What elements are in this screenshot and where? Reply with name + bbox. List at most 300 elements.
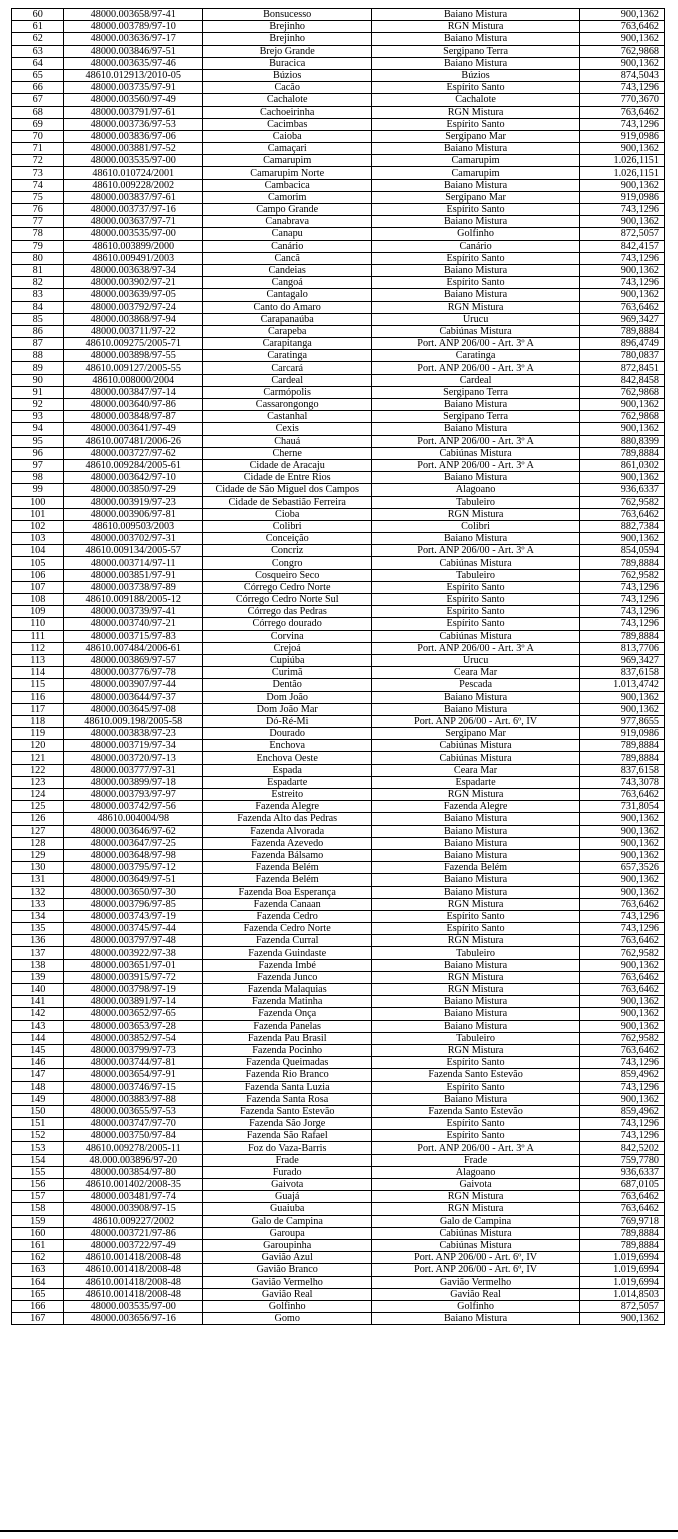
table-row bbox=[12, 715, 665, 727]
process-number-cell: 48610.009278/2005-11 bbox=[64, 1142, 203, 1154]
reference-crude-cell: Baiano Mistura bbox=[372, 399, 579, 411]
price-value-cell: 900,1362 bbox=[579, 289, 664, 301]
table-row bbox=[12, 984, 665, 996]
table-row bbox=[12, 996, 665, 1008]
row-number-cell: 63 bbox=[12, 45, 64, 57]
table-row bbox=[12, 118, 665, 130]
process-number-cell: 48000.003743/97-19 bbox=[64, 910, 203, 922]
field-name-cell: Frade bbox=[203, 1154, 372, 1166]
reference-crude-cell: Espírito Santo bbox=[372, 606, 579, 618]
table-row bbox=[12, 789, 665, 801]
reference-crude-cell: Gavião Vermelho bbox=[372, 1276, 579, 1288]
price-value-cell: 743,1296 bbox=[579, 277, 664, 289]
price-value-cell: 769,9718 bbox=[579, 1215, 664, 1227]
table-row bbox=[12, 204, 665, 216]
field-name-cell: Gavião Real bbox=[203, 1288, 372, 1300]
table-row bbox=[12, 801, 665, 813]
reference-crude-cell: Cabiúnas Mistura bbox=[372, 1239, 579, 1251]
price-value-cell: 882,7384 bbox=[579, 520, 664, 532]
field-name-cell: Fazenda Malaquias bbox=[203, 984, 372, 996]
process-number-cell: 48000.003915/97-72 bbox=[64, 971, 203, 983]
field-name-cell: Búzios bbox=[203, 69, 372, 81]
table-row bbox=[12, 362, 665, 374]
reference-crude-cell: Tabuleiro bbox=[372, 1032, 579, 1044]
table-row bbox=[12, 496, 665, 508]
field-name-cell: Canabrava bbox=[203, 216, 372, 228]
reference-crude-cell: Espírito Santo bbox=[372, 1130, 579, 1142]
price-value-cell: 762,9868 bbox=[579, 386, 664, 398]
row-number-cell: 68 bbox=[12, 106, 64, 118]
process-number-cell: 48610.001418/2008-48 bbox=[64, 1252, 203, 1264]
reference-crude-cell: Cabiúnas Mistura bbox=[372, 1227, 579, 1239]
table-row bbox=[12, 691, 665, 703]
row-number-cell: 107 bbox=[12, 581, 64, 593]
row-number-cell: 116 bbox=[12, 691, 64, 703]
reference-crude-cell: Gavião Real bbox=[372, 1288, 579, 1300]
reference-crude-cell: RGN Mistura bbox=[372, 106, 579, 118]
table-row bbox=[12, 399, 665, 411]
field-name-cell: Carapeba bbox=[203, 325, 372, 337]
row-number-cell: 61 bbox=[12, 21, 64, 33]
row-number-cell: 102 bbox=[12, 520, 64, 532]
row-number-cell: 86 bbox=[12, 325, 64, 337]
row-number-cell: 134 bbox=[12, 910, 64, 922]
price-value-cell: 763,6462 bbox=[579, 935, 664, 947]
row-number-cell: 162 bbox=[12, 1252, 64, 1264]
row-number-cell: 146 bbox=[12, 1057, 64, 1069]
price-value-cell: 900,1362 bbox=[579, 996, 664, 1008]
process-number-cell: 48610.009.198/2005-58 bbox=[64, 715, 203, 727]
field-name-cell: Bonsucesso bbox=[203, 9, 372, 21]
price-value-cell: 919,0986 bbox=[579, 130, 664, 142]
table-row bbox=[12, 1142, 665, 1154]
price-value-cell: 900,1362 bbox=[579, 216, 664, 228]
reference-crude-cell: Baiano Mistura bbox=[372, 264, 579, 276]
row-number-cell: 164 bbox=[12, 1276, 64, 1288]
reference-crude-cell: Baiano Mistura bbox=[372, 849, 579, 861]
table-row bbox=[12, 374, 665, 386]
reference-crude-cell: Golfinho bbox=[372, 228, 579, 240]
reference-crude-cell: RGN Mistura bbox=[372, 935, 579, 947]
field-name-cell: Brejo Grande bbox=[203, 45, 372, 57]
reference-crude-cell: Pescada bbox=[372, 679, 579, 691]
process-number-cell: 48610.009275/2005-71 bbox=[64, 338, 203, 350]
field-name-cell: Cacão bbox=[203, 82, 372, 94]
row-number-cell: 144 bbox=[12, 1032, 64, 1044]
row-number-cell: 98 bbox=[12, 472, 64, 484]
reference-crude-cell: Ceara Mar bbox=[372, 764, 579, 776]
field-name-cell: Garoupinha bbox=[203, 1239, 372, 1251]
reference-crude-cell: Colibri bbox=[372, 520, 579, 532]
process-number-cell: 48000.003776/97-78 bbox=[64, 667, 203, 679]
row-number-cell: 105 bbox=[12, 557, 64, 569]
field-name-cell: Fazenda Azevedo bbox=[203, 837, 372, 849]
field-name-cell: Fazenda Alto das Pedras bbox=[203, 813, 372, 825]
process-number-cell: 48000.003747/97-70 bbox=[64, 1118, 203, 1130]
field-name-cell: Fazenda Cedro Norte bbox=[203, 923, 372, 935]
field-name-cell: Fazenda Guindaste bbox=[203, 947, 372, 959]
table-row bbox=[12, 935, 665, 947]
price-value-cell: 842,8458 bbox=[579, 374, 664, 386]
process-number-cell: 48000.003798/97-19 bbox=[64, 984, 203, 996]
row-number-cell: 103 bbox=[12, 533, 64, 545]
row-number-cell: 77 bbox=[12, 216, 64, 228]
field-name-cell: Cassarongongo bbox=[203, 399, 372, 411]
price-value-cell: 900,1362 bbox=[579, 959, 664, 971]
row-number-cell: 81 bbox=[12, 264, 64, 276]
price-value-cell: 780,0837 bbox=[579, 350, 664, 362]
row-number-cell: 129 bbox=[12, 849, 64, 861]
reference-crude-cell: Ceara Mar bbox=[372, 667, 579, 679]
table-row bbox=[12, 57, 665, 69]
field-name-cell: Brejinho bbox=[203, 21, 372, 33]
row-number-cell: 83 bbox=[12, 289, 64, 301]
price-value-cell: 657,3526 bbox=[579, 862, 664, 874]
field-name-cell: Estreito bbox=[203, 789, 372, 801]
table-row bbox=[12, 923, 665, 935]
table-row bbox=[12, 667, 665, 679]
table-row bbox=[12, 874, 665, 886]
field-name-cell: Camarupim bbox=[203, 155, 372, 167]
field-name-cell: Cambacica bbox=[203, 179, 372, 191]
reference-crude-cell: RGN Mistura bbox=[372, 789, 579, 801]
process-number-cell: 48000.003722/97-49 bbox=[64, 1239, 203, 1251]
table-row bbox=[12, 886, 665, 898]
reference-crude-cell: Baiano Mistura bbox=[372, 886, 579, 898]
process-number-cell: 48000.003641/97-49 bbox=[64, 423, 203, 435]
field-name-cell: Fazenda Bálsamo bbox=[203, 849, 372, 861]
process-number-cell: 48000.003852/97-54 bbox=[64, 1032, 203, 1044]
reference-crude-cell: Baiano Mistura bbox=[372, 472, 579, 484]
row-number-cell: 93 bbox=[12, 411, 64, 423]
process-number-cell: 48610.007481/2006-26 bbox=[64, 435, 203, 447]
reference-crude-cell: Sergipano Mar bbox=[372, 130, 579, 142]
field-name-cell: Fazenda Boa Esperança bbox=[203, 886, 372, 898]
process-number-cell: 48000.003907/97-44 bbox=[64, 679, 203, 691]
process-number-cell: 48000.003535/97-00 bbox=[64, 1300, 203, 1312]
row-number-cell: 91 bbox=[12, 386, 64, 398]
table-row bbox=[12, 947, 665, 959]
price-value-cell: 872,5057 bbox=[579, 1300, 664, 1312]
reference-crude-cell: Espírito Santo bbox=[372, 923, 579, 935]
row-number-cell: 67 bbox=[12, 94, 64, 106]
process-number-cell: 48000.003644/97-37 bbox=[64, 691, 203, 703]
field-name-cell: Buracica bbox=[203, 57, 372, 69]
price-value-cell: 900,1362 bbox=[579, 874, 664, 886]
reference-crude-cell: Espírito Santo bbox=[372, 277, 579, 289]
table-row bbox=[12, 240, 665, 252]
reference-crude-cell: Cabiúnas Mistura bbox=[372, 630, 579, 642]
row-number-cell: 65 bbox=[12, 69, 64, 81]
reference-crude-cell: Espírito Santo bbox=[372, 118, 579, 130]
table-row bbox=[12, 642, 665, 654]
price-value-cell: 763,6462 bbox=[579, 898, 664, 910]
table-row bbox=[12, 1179, 665, 1191]
reference-crude-cell: RGN Mistura bbox=[372, 971, 579, 983]
reference-crude-cell: Cachalote bbox=[372, 94, 579, 106]
field-name-cell: Fazenda Rio Branco bbox=[203, 1069, 372, 1081]
process-number-cell: 48610.001418/2008-48 bbox=[64, 1288, 203, 1300]
table-row bbox=[12, 289, 665, 301]
price-value-cell: 1.014,8503 bbox=[579, 1288, 664, 1300]
reference-crude-cell: Baiano Mistura bbox=[372, 1008, 579, 1020]
price-value-cell: 859,4962 bbox=[579, 1105, 664, 1117]
reference-crude-cell: Sergipano Terra bbox=[372, 411, 579, 423]
field-name-cell: Colibri bbox=[203, 520, 372, 532]
process-number-cell: 48000.003797/97-48 bbox=[64, 935, 203, 947]
price-value-cell: 731,8054 bbox=[579, 801, 664, 813]
price-value-cell: 842,5202 bbox=[579, 1142, 664, 1154]
field-name-cell: Fazenda Junco bbox=[203, 971, 372, 983]
process-number-cell: 48000.003653/97-28 bbox=[64, 1020, 203, 1032]
price-value-cell: 743,1296 bbox=[579, 252, 664, 264]
price-value-cell: 762,9582 bbox=[579, 569, 664, 581]
reference-crude-cell: Baiano Mistura bbox=[372, 57, 579, 69]
process-number-cell: 48000.003702/97-31 bbox=[64, 533, 203, 545]
reference-crude-cell: Sergipano Mar bbox=[372, 191, 579, 203]
process-number-cell: 48000.003847/97-14 bbox=[64, 386, 203, 398]
row-number-cell: 66 bbox=[12, 82, 64, 94]
price-value-cell: 763,6462 bbox=[579, 789, 664, 801]
process-number-cell: 48000.003850/97-29 bbox=[64, 484, 203, 496]
process-number-cell: 48610.001402/2008-35 bbox=[64, 1179, 203, 1191]
price-value-cell: 854,0594 bbox=[579, 545, 664, 557]
price-value-cell: 1.019,6994 bbox=[579, 1252, 664, 1264]
price-value-cell: 842,4157 bbox=[579, 240, 664, 252]
price-value-cell: 743,1296 bbox=[579, 82, 664, 94]
price-value-cell: 763,6462 bbox=[579, 984, 664, 996]
price-value-cell: 900,1362 bbox=[579, 9, 664, 21]
reference-crude-cell: Espírito Santo bbox=[372, 1081, 579, 1093]
row-number-cell: 125 bbox=[12, 801, 64, 813]
table-row bbox=[12, 9, 665, 21]
table-row bbox=[12, 435, 665, 447]
row-number-cell: 157 bbox=[12, 1191, 64, 1203]
reference-crude-cell: Frade bbox=[372, 1154, 579, 1166]
row-number-cell: 160 bbox=[12, 1227, 64, 1239]
table-row bbox=[12, 959, 665, 971]
field-name-cell: Espada bbox=[203, 764, 372, 776]
field-name-cell: Corvina bbox=[203, 630, 372, 642]
process-number-cell: 48.000.003896/97-20 bbox=[64, 1154, 203, 1166]
field-name-cell: Enchova bbox=[203, 740, 372, 752]
price-value-cell: 1.026,1151 bbox=[579, 155, 664, 167]
table-row bbox=[12, 1081, 665, 1093]
reference-crude-cell: Espírito Santo bbox=[372, 910, 579, 922]
reference-crude-cell: Port. ANP 206/00 - Art. 3º A bbox=[372, 545, 579, 557]
table-row bbox=[12, 533, 665, 545]
field-name-cell: Fazenda Pau Brasil bbox=[203, 1032, 372, 1044]
process-number-cell: 48610.009227/2002 bbox=[64, 1215, 203, 1227]
price-value-cell: 763,6462 bbox=[579, 1191, 664, 1203]
table-row bbox=[12, 837, 665, 849]
process-number-cell: 48000.003714/97-11 bbox=[64, 557, 203, 569]
row-number-cell: 141 bbox=[12, 996, 64, 1008]
row-number-cell: 113 bbox=[12, 654, 64, 666]
field-name-cell: Carapitanga bbox=[203, 338, 372, 350]
price-value-cell: 1.013,4742 bbox=[579, 679, 664, 691]
process-number-cell: 48610.001418/2008-48 bbox=[64, 1264, 203, 1276]
table-row bbox=[12, 325, 665, 337]
field-name-cell: Cidade de São Miguel dos Campos bbox=[203, 484, 372, 496]
process-number-cell: 48610.009228/2002 bbox=[64, 179, 203, 191]
process-number-cell: 48000.003649/97-51 bbox=[64, 874, 203, 886]
table-row bbox=[12, 447, 665, 459]
reference-crude-cell: RGN Mistura bbox=[372, 508, 579, 520]
table-row bbox=[12, 1105, 665, 1117]
process-number-cell: 48000.003846/97-51 bbox=[64, 45, 203, 57]
table-row bbox=[12, 484, 665, 496]
price-value-cell: 900,1362 bbox=[579, 1093, 664, 1105]
row-number-cell: 133 bbox=[12, 898, 64, 910]
table-row bbox=[12, 179, 665, 191]
row-number-cell: 159 bbox=[12, 1215, 64, 1227]
process-number-cell: 48000.003898/97-55 bbox=[64, 350, 203, 362]
price-value-cell: 763,6462 bbox=[579, 1203, 664, 1215]
field-name-cell: Fazenda Pocinho bbox=[203, 1044, 372, 1056]
price-value-cell: 763,6462 bbox=[579, 106, 664, 118]
process-number-cell: 48000.003868/97-94 bbox=[64, 313, 203, 325]
row-number-cell: 64 bbox=[12, 57, 64, 69]
field-name-cell: Garoupa bbox=[203, 1227, 372, 1239]
price-value-cell: 743,1296 bbox=[579, 1081, 664, 1093]
field-name-cell: Cachoeirinha bbox=[203, 106, 372, 118]
table-row bbox=[12, 313, 665, 325]
reference-crude-cell: Sergipano Mar bbox=[372, 728, 579, 740]
row-number-cell: 78 bbox=[12, 228, 64, 240]
process-number-cell: 48000.003721/97-86 bbox=[64, 1227, 203, 1239]
process-number-cell: 48000.003658/97-41 bbox=[64, 9, 203, 21]
table-row bbox=[12, 338, 665, 350]
table-row bbox=[12, 1118, 665, 1130]
row-number-cell: 119 bbox=[12, 728, 64, 740]
process-number-cell: 48000.003902/97-21 bbox=[64, 277, 203, 289]
reference-crude-cell: Baiano Mistura bbox=[372, 179, 579, 191]
field-name-cell: Fazenda Belém bbox=[203, 862, 372, 874]
reference-crude-cell: Tabuleiro bbox=[372, 496, 579, 508]
table-row bbox=[12, 423, 665, 435]
field-name-cell: Cidade de Aracaju bbox=[203, 459, 372, 471]
row-number-cell: 149 bbox=[12, 1093, 64, 1105]
reference-crude-cell: Baiano Mistura bbox=[372, 691, 579, 703]
row-number-cell: 121 bbox=[12, 752, 64, 764]
reference-crude-cell: Espírito Santo bbox=[372, 618, 579, 630]
reference-crude-cell: Caratinga bbox=[372, 350, 579, 362]
process-number-cell: 48000.003651/97-01 bbox=[64, 959, 203, 971]
price-value-cell: 762,9868 bbox=[579, 45, 664, 57]
process-number-cell: 48000.003638/97-34 bbox=[64, 264, 203, 276]
row-number-cell: 132 bbox=[12, 886, 64, 898]
row-number-cell: 108 bbox=[12, 594, 64, 606]
field-name-cell: Fazenda Onça bbox=[203, 1008, 372, 1020]
reference-crude-cell: Cardeal bbox=[372, 374, 579, 386]
row-number-cell: 74 bbox=[12, 179, 64, 191]
process-number-cell: 48610.009491/2003 bbox=[64, 252, 203, 264]
process-number-cell: 48000.003648/97-98 bbox=[64, 849, 203, 861]
process-number-cell: 48000.003922/97-38 bbox=[64, 947, 203, 959]
table-row bbox=[12, 910, 665, 922]
field-name-cell: Cardeal bbox=[203, 374, 372, 386]
table-row bbox=[12, 581, 665, 593]
table-row bbox=[12, 813, 665, 825]
price-value-cell: 789,8884 bbox=[579, 1227, 664, 1239]
reference-crude-cell: Sergipano Terra bbox=[372, 45, 579, 57]
process-number-cell: 48000.003792/97-24 bbox=[64, 301, 203, 313]
process-number-cell: 48000.003777/97-31 bbox=[64, 764, 203, 776]
field-name-cell: Congro bbox=[203, 557, 372, 569]
row-number-cell: 161 bbox=[12, 1239, 64, 1251]
field-name-cell: Cangoá bbox=[203, 277, 372, 289]
field-name-cell: Carcará bbox=[203, 362, 372, 374]
process-number-cell: 48610.009284/2005-61 bbox=[64, 459, 203, 471]
field-name-cell: Guaiuba bbox=[203, 1203, 372, 1215]
field-name-cell: Dó-Ré-Mi bbox=[203, 715, 372, 727]
price-value-cell: 936,6337 bbox=[579, 1166, 664, 1178]
field-name-cell: Fazenda São Rafael bbox=[203, 1130, 372, 1142]
table-row bbox=[12, 277, 665, 289]
reference-crude-cell: Baiano Mistura bbox=[372, 959, 579, 971]
price-value-cell: 900,1362 bbox=[579, 1008, 664, 1020]
price-value-cell: 969,3427 bbox=[579, 654, 664, 666]
field-name-cell: Córrego dourado bbox=[203, 618, 372, 630]
price-value-cell: 813,7706 bbox=[579, 642, 664, 654]
row-number-cell: 90 bbox=[12, 374, 64, 386]
table-row bbox=[12, 1264, 665, 1276]
table-row bbox=[12, 167, 665, 179]
price-value-cell: 759,7780 bbox=[579, 1154, 664, 1166]
field-name-cell: Fazenda Santa Luzia bbox=[203, 1081, 372, 1093]
field-name-cell: Fazenda Alvorada bbox=[203, 825, 372, 837]
price-value-cell: 900,1362 bbox=[579, 1313, 664, 1325]
price-value-cell: 919,0986 bbox=[579, 728, 664, 740]
row-number-cell: 156 bbox=[12, 1179, 64, 1191]
table-row bbox=[12, 1300, 665, 1312]
table-row bbox=[12, 1154, 665, 1166]
process-number-cell: 48000.003744/97-81 bbox=[64, 1057, 203, 1069]
field-name-cell: Cupiúba bbox=[203, 654, 372, 666]
process-number-cell: 48000.003642/97-10 bbox=[64, 472, 203, 484]
reference-crude-cell: Alagoano bbox=[372, 484, 579, 496]
process-number-cell: 48610.004004/98 bbox=[64, 813, 203, 825]
reference-crude-cell: Sergipano Terra bbox=[372, 386, 579, 398]
process-number-cell: 48000.003645/97-08 bbox=[64, 703, 203, 715]
field-name-cell: Concriz bbox=[203, 545, 372, 557]
process-number-cell: 48610.003899/2000 bbox=[64, 240, 203, 252]
price-value-cell: 900,1362 bbox=[579, 472, 664, 484]
process-number-cell: 48000.003899/97-18 bbox=[64, 776, 203, 788]
row-number-cell: 80 bbox=[12, 252, 64, 264]
field-name-cell: Fazenda Alegre bbox=[203, 801, 372, 813]
process-number-cell: 48000.003737/97-16 bbox=[64, 204, 203, 216]
reference-crude-cell: Port. ANP 206/00 - Art. 3º A bbox=[372, 362, 579, 374]
row-number-cell: 145 bbox=[12, 1044, 64, 1056]
process-number-cell: 48000.003655/97-53 bbox=[64, 1105, 203, 1117]
field-name-cell: Camorim bbox=[203, 191, 372, 203]
table-row bbox=[12, 33, 665, 45]
table-row bbox=[12, 654, 665, 666]
table-row bbox=[12, 350, 665, 362]
price-value-cell: 763,6462 bbox=[579, 301, 664, 313]
price-value-cell: 977,8655 bbox=[579, 715, 664, 727]
reference-crude-cell: Baiano Mistura bbox=[372, 837, 579, 849]
process-number-cell: 48000.003727/97-62 bbox=[64, 447, 203, 459]
reference-crude-cell: Baiano Mistura bbox=[372, 874, 579, 886]
process-number-cell: 48000.003637/97-71 bbox=[64, 216, 203, 228]
reference-crude-cell: Baiano Mistura bbox=[372, 9, 579, 21]
row-number-cell: 143 bbox=[12, 1020, 64, 1032]
reference-crude-cell: Canário bbox=[372, 240, 579, 252]
row-number-cell: 101 bbox=[12, 508, 64, 520]
